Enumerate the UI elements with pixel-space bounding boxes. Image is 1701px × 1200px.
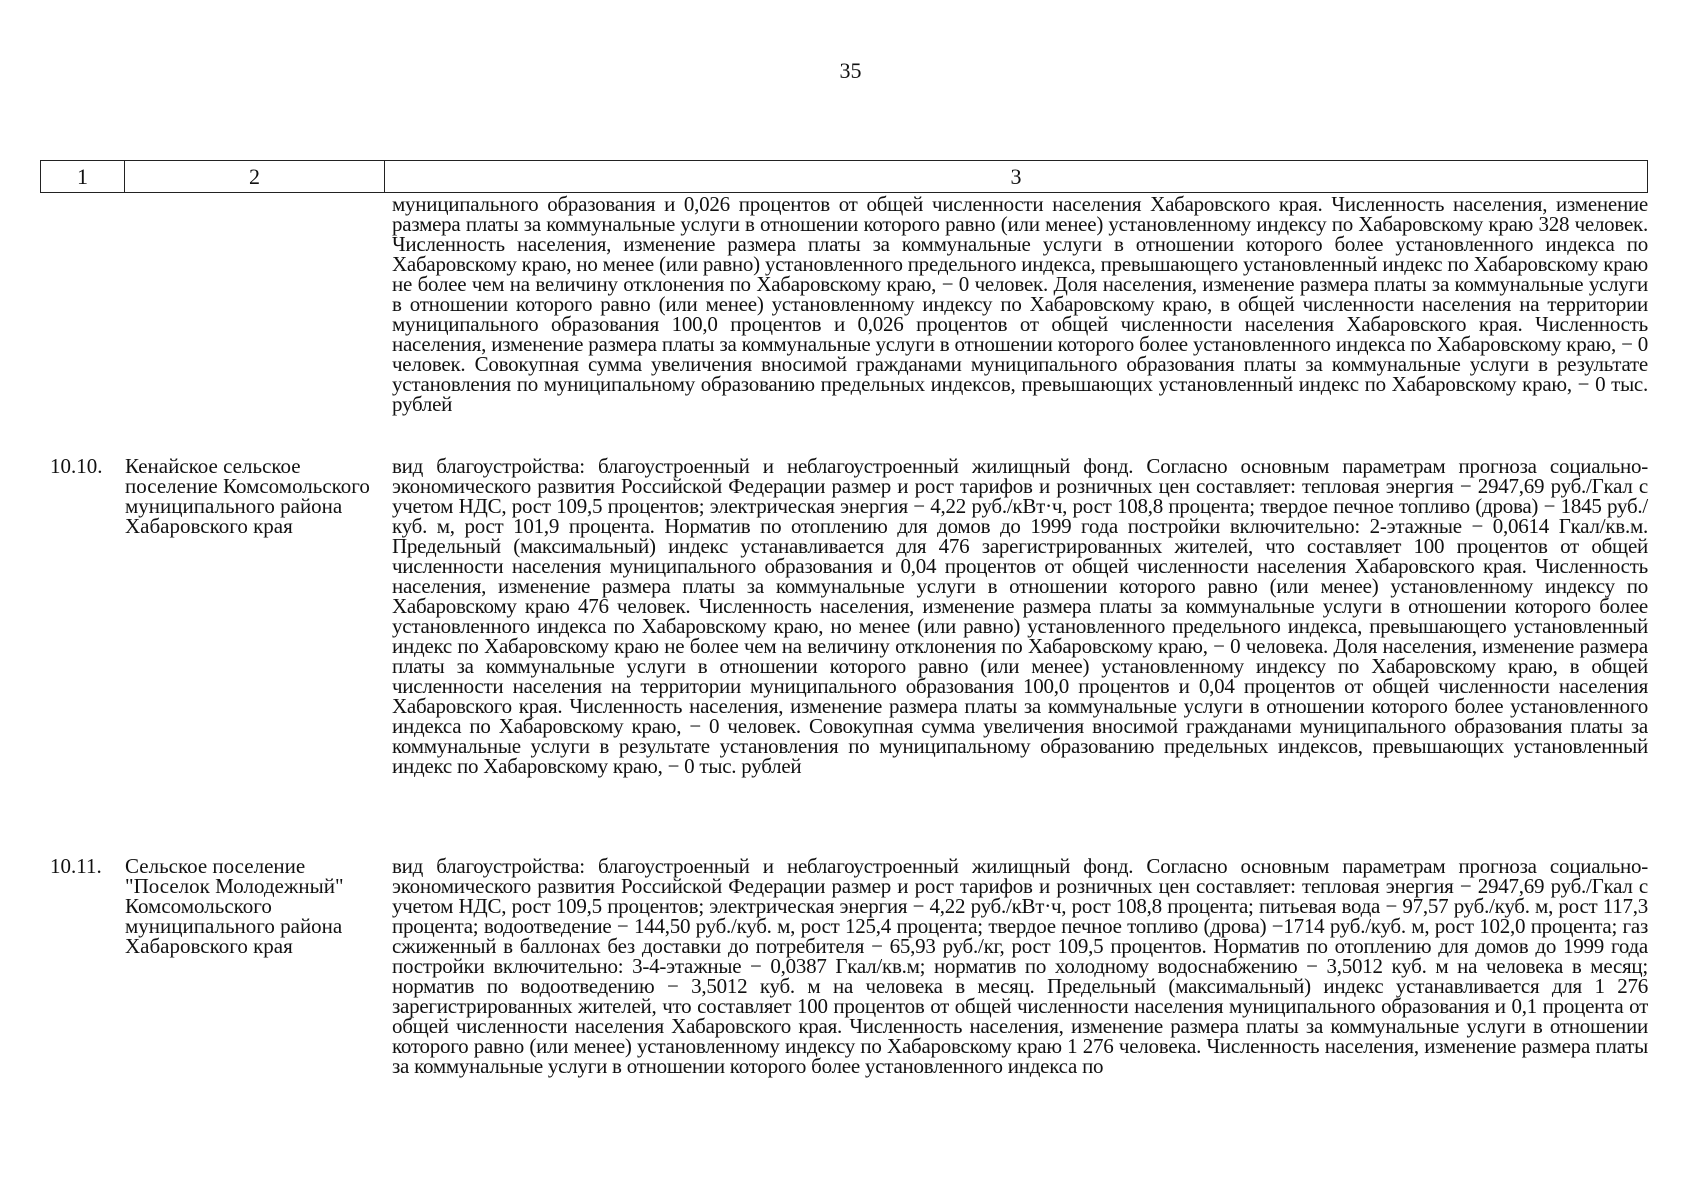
header-col-2: 2 [125, 161, 385, 192]
page-number: 35 [839, 58, 862, 83]
table-row [40, 194, 1648, 456]
row-description: муниципального образования и 0,026 процентов от общей численности населения Хабаровского края. Численность населения, изменение размера платы за коммунальные услуги в отношении которого равно (или менее) установленному индексу по Хабаровскому краю 328 человек. Численность населения, изменение размера платы за коммунальные услуги в отношении которого более установленного индекса по Хабаровскому краю, но менее (или равно) установленного предельного индекса, превышающего установленный индекс по Хабаровскому краю не более чем на величину отклонения по Хабаровскому краю, − 0 человек. Доля населения, изменение размера платы за коммунальные услуги в отношении которого равно (или менее) установленному индексу по Хабаровскому краю, в общей численности населения на территории муниципального образования 100,0 процентов и 0,026 процентов от общей численности населения Хабаровского края. Численность населения, изменение размера платы за коммунальные услуги в отношении которого более установленного индекса по Хабаровскому краю, − 0 человек. Совокупная сумма увеличения вносимой гражданами муниципального образования платы за коммунальные услуги в результате установления по муниципальному образованию предельных индексов, превышающих установленный индекс по Хабаровскому краю, − 0 тыс. рублей [392, 192, 1648, 416]
header-col-1: 1 [41, 161, 125, 192]
row-number: 10.11. [50, 854, 102, 878]
table-row [40, 456, 1648, 856]
table-header [40, 160, 1648, 193]
header-col-3: 3 [1010, 163, 1022, 189]
municipality-name: Сельское поселение "Поселок Молодежный" Комсомольского муниципального района Хабаровского края [125, 854, 344, 958]
row-description: вид благоустройства: благоустроенный и неблагоустроенный жилищный фонд. Согласно основным параметрам прогноза социально-экономического развития Российской Федерации размер и рост тарифов и розничных цен составляет: тепловая энергия − 2947,69 руб./Гкал с учетом НДС, рост 109,5 процентов; электрическая энергия − 4,22 руб./кВт·ч, рост 108,8 процента; питьевая вода − 97,57 руб./куб. м, рост 117,3 процента; водоотведение − 144,50 руб./куб. м, рост 125,4 процента; твердое печное топливо (дрова) −1714 руб./куб. м, рост 102,0 процента; газ сжиженный в баллонах без доставки до потребителя − 65,93 руб./кг, рост 109,5 процентов. Норматив по отоплению для домов до 1999 года постройки включительно: 3-4-этажные − 0,0387 Гкал/кв.м; норматив по холодному водоснабжению − 3,5012 куб. м на человека в месяц; норматив по водоотведению − 3,5012 куб. м на человека в месяц. Предельный (максимальный) индекс устанавливается для 1 276 зарегистрированных жителей, что составляет 100 процентов от общей численности населения муниципального образования и 0,1 процента от общей численности населения Хабаровского края. Численность населения, изменение размера платы за коммунальные услуги в отношении которого равно (или менее) установленному индексу по Хабаровскому краю 1 276 человека. Численность населения, изменение размера платы за коммунальные услуги в отношении которого более установленного индекса по [392, 854, 1648, 1078]
row-description: вид благоустройства: благоустроенный и неблагоустроенный жилищный фонд. Согласно основным параметрам прогноза социально-экономического развития Российской Федерации размер и рост тарифов и розничных цен составляет: тепловая энергия − 2947,69 руб./Гкал с учетом НДС, рост 109,5 процентов; электрическая энергия − 4,22 руб./кВт·ч, рост 108,8 процента; твердое печное топливо (дрова) − 1845 руб./куб. м, рост 101,9 процента. Норматив по отоплению для домов до 1999 года постройки включительно: 2-этажные − 0,0614 Гкал/кв.м. Предельный (максимальный) индекс устанавливается для 476 зарегистрированных жителей, что составляет 100 процентов от общей численности населения муниципального образования и 0,04 процентов от общей численности населения Хабаровского края. Численность населения, изменение размера платы за коммунальные услуги в отношении которого равно (или менее) установленному индексу по Хабаровскому краю 476 человек. Численность населения, изменение размера платы за коммунальные услуги в отношении которого более установленного индекса по Хабаровскому краю, но менее (или равно) установленного предельного индекса, превышающего установленный индекс по Хабаровскому краю не более чем на величину отклонения по Хабаровскому краю, − 0 человека. Доля населения, изменение размера платы за коммунальные услуги в отношении которого равно (или менее) установленному индексу по Хабаровскому краю, в общей численности населения на территории муниципального образования 100,0 процентов и 0,04 процентов от общей численности населения Хабаровского края. Численность населения, изменение размера платы за коммунальные услуги в отношении которого более установленного индекса по Хабаровскому краю, − 0 человек. Совокупная сумма увеличения вносимой гражданами муниципального образования платы за коммунальные услуги в результате установления по муниципальному образованию предельных индексов, превышающих установленный индекс по Хабаровскому краю, − 0 тыс. рублей [392, 454, 1648, 778]
municipality-name: Кенайское сельское поселение Комсомольского муниципального района Хабаровского края [125, 454, 370, 538]
table-row [40, 856, 1648, 1076]
table-body [40, 194, 1648, 1076]
row-number: 10.10. [50, 454, 103, 478]
